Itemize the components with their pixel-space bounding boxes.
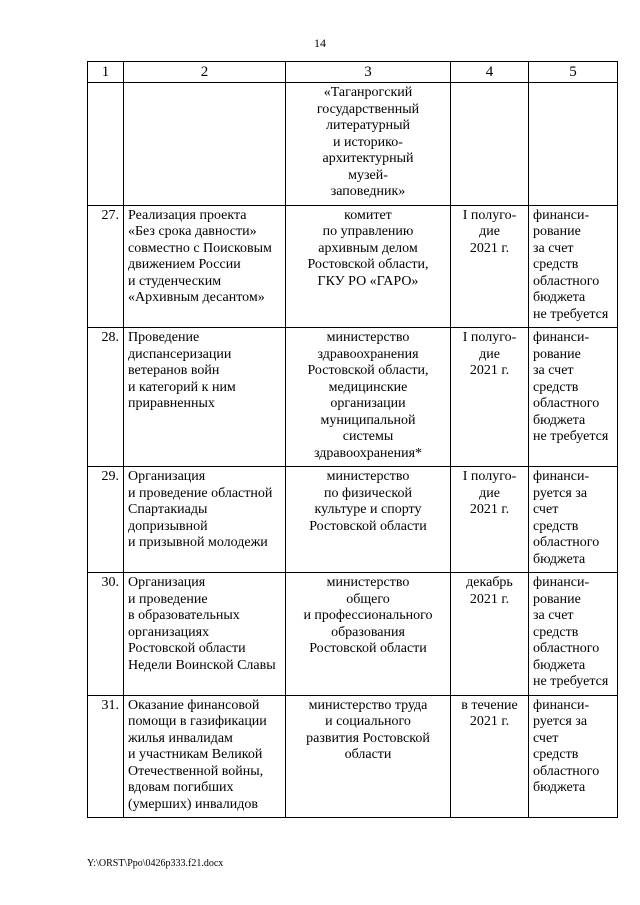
period-line: 2021 г. xyxy=(469,502,510,517)
executor-line: министерство труда xyxy=(308,697,428,713)
period-line: дие xyxy=(479,346,500,362)
executor-line: ГКУ РО «ГАРО» xyxy=(317,273,419,289)
funding-line: бюджета xyxy=(533,780,586,795)
event-line: и участникам Великой xyxy=(128,747,263,762)
table-row xyxy=(88,695,618,818)
executor-line: министерство xyxy=(326,469,410,484)
period-line: I полуго- xyxy=(462,469,517,484)
event-line: и проведение xyxy=(128,591,208,607)
funding-line: рование xyxy=(533,346,581,362)
funding-line: средств xyxy=(533,518,579,534)
continuation-period-cell xyxy=(451,83,529,206)
executor-line: государственный xyxy=(316,101,420,117)
executor-line: развития Ростовской xyxy=(306,730,430,746)
funding-line: финанси- xyxy=(533,330,590,345)
executor-line: Ростовской области xyxy=(309,641,427,656)
funding-cell xyxy=(529,467,618,573)
executor-line: и социального xyxy=(325,714,411,729)
executor-line: Ростовской области, xyxy=(307,257,429,272)
page-number: 14 xyxy=(314,36,326,50)
executor-line: комитет xyxy=(344,207,392,223)
event-line: и студенческим xyxy=(128,273,222,289)
event-line: движением России xyxy=(128,257,241,272)
continuation-row xyxy=(88,83,618,206)
event-line: организациях xyxy=(128,624,210,640)
period-line: 2021 г. xyxy=(469,363,510,378)
funding-line: бюджета xyxy=(533,551,586,567)
event-line: «Без срока давности» xyxy=(128,224,257,239)
executor-line: системы xyxy=(342,429,394,444)
event-line: Реализация проекта xyxy=(128,207,247,223)
table-row xyxy=(88,328,618,467)
row-number-cell: 31. xyxy=(88,695,124,818)
event-line: приравненных xyxy=(128,396,215,411)
table-body xyxy=(88,83,618,818)
funding-line: бюджета xyxy=(533,657,586,673)
funding-cell xyxy=(529,328,618,467)
funding-line: областного xyxy=(533,273,600,289)
table-header-row xyxy=(88,62,618,83)
continuation-executor-cell xyxy=(286,83,451,206)
table-row xyxy=(88,467,618,573)
period-line: дие xyxy=(479,224,500,239)
funding-line: за счет xyxy=(533,363,574,378)
event-line: Проведение xyxy=(128,330,200,345)
event-line: Организация xyxy=(128,575,206,590)
period-cell xyxy=(451,328,529,467)
funding-line: средств xyxy=(533,624,579,640)
executor-line: архивным делом xyxy=(318,240,418,256)
event-line: Организация xyxy=(128,469,206,484)
executor-line: медицинские xyxy=(328,379,408,395)
executor-line: архитектурный xyxy=(322,151,414,166)
event-line: Ростовской области xyxy=(128,641,246,656)
event-cell xyxy=(124,573,286,696)
event-line: диспансеризации xyxy=(128,346,232,362)
funding-line: финанси- xyxy=(533,575,590,590)
executor-line: министерство xyxy=(326,575,410,590)
column-number-2: 2 xyxy=(124,62,286,83)
column-number-4: 4 xyxy=(451,62,529,83)
funding-line: не требуется xyxy=(533,674,609,689)
period-line: дие xyxy=(479,485,500,501)
event-line: ветеранов войн xyxy=(128,363,220,378)
event-line: и призывной молодежи xyxy=(128,535,268,550)
continuation-funding-cell xyxy=(529,83,618,206)
event-line: в образовательных xyxy=(128,608,240,623)
period-line: 2021 г. xyxy=(469,591,510,607)
executor-line: заповедник» xyxy=(330,184,406,199)
row-number-cell: 28. xyxy=(88,328,124,467)
event-line: и проведение областной xyxy=(128,485,273,501)
funding-line: областного xyxy=(533,641,600,656)
event-line: жилья инвалидам xyxy=(128,730,233,746)
funding-cell xyxy=(529,205,618,328)
funding-line: средств xyxy=(533,257,579,272)
period-line: 2021 г. xyxy=(469,714,510,729)
funding-cell xyxy=(529,573,618,696)
executor-line: области xyxy=(344,747,392,762)
event-line: Отечественной войны, xyxy=(128,763,264,779)
funding-line: рование xyxy=(533,591,581,607)
table-row xyxy=(88,573,618,696)
events-plan-table xyxy=(87,61,618,818)
period-cell xyxy=(451,695,529,818)
event-cell xyxy=(124,328,286,467)
executor-line: и профессионального xyxy=(303,608,433,623)
executor-line: муниципальной xyxy=(320,412,416,428)
executor-line: здравоохранения xyxy=(317,346,419,362)
row-number-cell: 30. xyxy=(88,573,124,696)
executor-line: музей- xyxy=(348,167,388,183)
funding-line: финанси- xyxy=(533,469,590,484)
funding-line: областного xyxy=(533,396,600,411)
executor-line: общего xyxy=(346,591,390,607)
funding-line: областного xyxy=(533,535,600,550)
period-line: I полуго- xyxy=(462,330,517,345)
event-line: помощи в газификации xyxy=(128,714,267,729)
funding-line: бюджета xyxy=(533,412,586,428)
executor-line: организации xyxy=(330,396,406,411)
row-number-cell: 29. xyxy=(88,467,124,573)
event-line: Недели Воинской Славы xyxy=(128,657,276,673)
funding-line: не требуется xyxy=(533,429,609,444)
funding-line: рование xyxy=(533,224,581,239)
executor-cell xyxy=(286,695,451,818)
executor-line: литературный xyxy=(326,118,410,133)
period-cell xyxy=(451,573,529,696)
executor-cell xyxy=(286,328,451,467)
executor-line: по управлению xyxy=(322,224,414,239)
funding-line: счет xyxy=(533,502,559,517)
event-line: Спартакиады xyxy=(128,502,208,517)
continuation-event-cell xyxy=(124,83,286,206)
funding-line: областного xyxy=(533,763,600,779)
funding-line: счет xyxy=(533,730,559,746)
footer-file-path: Y:\ORST\Ppo\0426p333.f21.docx xyxy=(87,858,224,869)
funding-line: за счет xyxy=(533,608,574,623)
funding-line: бюджета xyxy=(533,290,586,305)
event-line: «Архивным десантом» xyxy=(128,290,265,305)
column-number-3: 3 xyxy=(286,62,451,83)
funding-line: средств xyxy=(533,747,579,762)
period-line: 2021 г. xyxy=(469,240,510,256)
executor-cell xyxy=(286,573,451,696)
period-cell xyxy=(451,205,529,328)
period-line: I полуго- xyxy=(462,207,517,223)
event-line: допризывной xyxy=(128,518,208,534)
funding-line: не требуется xyxy=(533,306,609,322)
event-cell xyxy=(124,695,286,818)
event-cell xyxy=(124,205,286,328)
period-cell xyxy=(451,467,529,573)
funding-line: руется за xyxy=(533,714,588,729)
row-number-cell: 27. xyxy=(88,205,124,328)
event-line: Оказание финансовой xyxy=(128,697,260,713)
executor-line: и историко- xyxy=(333,134,403,150)
event-line: совместно с Поисковым xyxy=(128,240,272,256)
continuation-num-cell xyxy=(88,83,124,206)
executor-cell xyxy=(286,205,451,328)
executor-line: культуре и спорту xyxy=(314,502,422,517)
column-number-1: 1 xyxy=(88,62,124,83)
funding-line: финанси- xyxy=(533,697,590,713)
event-line: вдовам погибших xyxy=(128,780,234,795)
funding-line: средств xyxy=(533,379,579,395)
funding-line: за счет xyxy=(533,240,574,256)
event-line: (умерших) инвалидов xyxy=(128,796,258,812)
executor-line: Ростовской области, xyxy=(307,363,429,378)
executor-line: здравоохранения* xyxy=(313,445,423,461)
event-cell xyxy=(124,467,286,573)
table-row xyxy=(88,205,618,328)
column-number-5: 5 xyxy=(529,62,618,83)
period-line: декабрь xyxy=(466,575,513,590)
executor-line: образования xyxy=(331,624,405,640)
event-line: и категорий к ним xyxy=(128,379,236,395)
executor-line: министерство xyxy=(326,330,410,345)
executor-cell xyxy=(286,467,451,573)
period-line: в течение xyxy=(461,697,518,713)
executor-line: Ростовской области xyxy=(309,518,427,534)
executor-line: «Таганрогский xyxy=(323,85,413,100)
funding-cell xyxy=(529,695,618,818)
funding-line: руется за xyxy=(533,485,588,501)
funding-line: финанси- xyxy=(533,207,590,223)
executor-line: по физической xyxy=(324,485,412,501)
